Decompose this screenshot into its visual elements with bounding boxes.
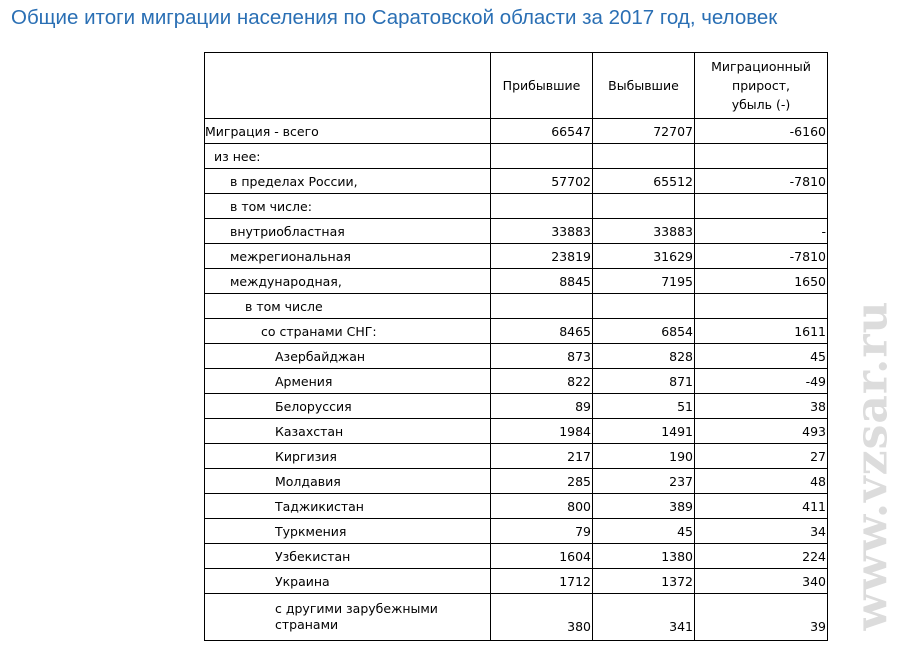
row-net: 493 (695, 419, 828, 444)
table-row (205, 269, 828, 294)
row-departed: 1380 (593, 544, 695, 569)
table-row (205, 144, 828, 169)
row-departed: 341 (593, 594, 695, 641)
row-departed: 237 (593, 469, 695, 494)
row-net: - (695, 219, 828, 244)
table-row (205, 344, 828, 369)
row-net: 224 (695, 544, 828, 569)
row-arrived: 380 (491, 594, 593, 641)
row-arrived: 217 (491, 444, 593, 469)
row-arrived: 873 (491, 344, 593, 369)
row-departed: 871 (593, 369, 695, 394)
row-departed: 7195 (593, 269, 695, 294)
row-departed: 1491 (593, 419, 695, 444)
table-row (205, 294, 828, 319)
row-departed (593, 194, 695, 219)
header-net-line3: убыль (-) (731, 97, 791, 112)
row-label: в том числе: (205, 194, 491, 219)
table-row (205, 544, 828, 569)
watermark-text: www.vzsar.ru (846, 300, 898, 630)
row-net: 1611 (695, 319, 828, 344)
row-label: в том числе (205, 294, 491, 319)
table-row (205, 469, 828, 494)
row-net: 340 (695, 569, 828, 594)
row-label: Киргизия (205, 444, 491, 469)
row-arrived (491, 294, 593, 319)
row-label: внутриобластная (205, 219, 491, 244)
table-row (205, 494, 828, 519)
row-arrived: 1712 (491, 569, 593, 594)
row-arrived (491, 144, 593, 169)
row-departed: 45 (593, 519, 695, 544)
table-row (205, 119, 828, 144)
table-row (205, 194, 828, 219)
header-blank-cell (205, 53, 491, 119)
row-label: Туркмения (205, 519, 491, 544)
row-label: в пределах России, (205, 169, 491, 194)
row-label: Таджикистан (205, 494, 491, 519)
row-departed: 828 (593, 344, 695, 369)
row-arrived (491, 194, 593, 219)
row-arrived: 1604 (491, 544, 593, 569)
migration-table (204, 52, 828, 641)
row-arrived: 66547 (491, 119, 593, 144)
row-net: 1650 (695, 269, 828, 294)
row-label: с другими зарубежными странами (205, 594, 491, 641)
row-net: -7810 (695, 169, 828, 194)
row-arrived: 1984 (491, 419, 593, 444)
row-net: 38 (695, 394, 828, 419)
row-net: 48 (695, 469, 828, 494)
row-departed: 72707 (593, 119, 695, 144)
row-arrived: 33883 (491, 219, 593, 244)
table-header-row (205, 53, 828, 119)
row-arrived: 822 (491, 369, 593, 394)
row-departed: 33883 (593, 219, 695, 244)
row-departed: 65512 (593, 169, 695, 194)
row-net (695, 144, 828, 169)
row-departed: 389 (593, 494, 695, 519)
row-label: Молдавия (205, 469, 491, 494)
row-arrived: 8845 (491, 269, 593, 294)
row-label: Украина (205, 569, 491, 594)
row-arrived: 57702 (491, 169, 593, 194)
row-label: Миграция - всего (205, 119, 491, 144)
row-net: 45 (695, 344, 828, 369)
table-row (205, 169, 828, 194)
row-net (695, 194, 828, 219)
row-net: 39 (695, 594, 828, 641)
header-arrived: Прибывшие (491, 53, 593, 119)
row-label: из нее: (205, 144, 491, 169)
row-departed: 31629 (593, 244, 695, 269)
row-departed (593, 294, 695, 319)
header-net-line2: прирост, (732, 78, 790, 93)
row-net: -7810 (695, 244, 828, 269)
header-departed: Выбывшие (593, 53, 695, 119)
row-departed: 6854 (593, 319, 695, 344)
table-row (205, 244, 828, 269)
row-label: Белоруссия (205, 394, 491, 419)
row-net: 411 (695, 494, 828, 519)
row-label: Армения (205, 369, 491, 394)
row-net: 27 (695, 444, 828, 469)
table-row (205, 419, 828, 444)
row-departed: 1372 (593, 569, 695, 594)
row-arrived: 23819 (491, 244, 593, 269)
row-net (695, 294, 828, 319)
table-row (205, 569, 828, 594)
table-row (205, 369, 828, 394)
row-arrived: 800 (491, 494, 593, 519)
row-arrived: 8465 (491, 319, 593, 344)
table-row (205, 444, 828, 469)
row-arrived: 285 (491, 469, 593, 494)
row-net: 34 (695, 519, 828, 544)
row-label: Казахстан (205, 419, 491, 444)
row-label: международная, (205, 269, 491, 294)
row-label: со странами СНГ: (205, 319, 491, 344)
row-label: Узбекистан (205, 544, 491, 569)
row-departed: 190 (593, 444, 695, 469)
table-row (205, 594, 828, 641)
table-row (205, 394, 828, 419)
row-label: Азербайджан (205, 344, 491, 369)
row-arrived: 89 (491, 394, 593, 419)
row-label: межрегиональная (205, 244, 491, 269)
row-arrived: 79 (491, 519, 593, 544)
page-title: Общие итоги миграции населения по Саратовской области за 2017 год, человек (11, 6, 778, 29)
table-row (205, 319, 828, 344)
row-departed: 51 (593, 394, 695, 419)
table-row (205, 519, 828, 544)
row-departed (593, 144, 695, 169)
header-net-migration (695, 53, 828, 119)
table-row (205, 219, 828, 244)
watermark-logo (848, 300, 896, 630)
header-net-line1: Миграционный (711, 59, 811, 74)
row-net: -6160 (695, 119, 828, 144)
row-net: -49 (695, 369, 828, 394)
